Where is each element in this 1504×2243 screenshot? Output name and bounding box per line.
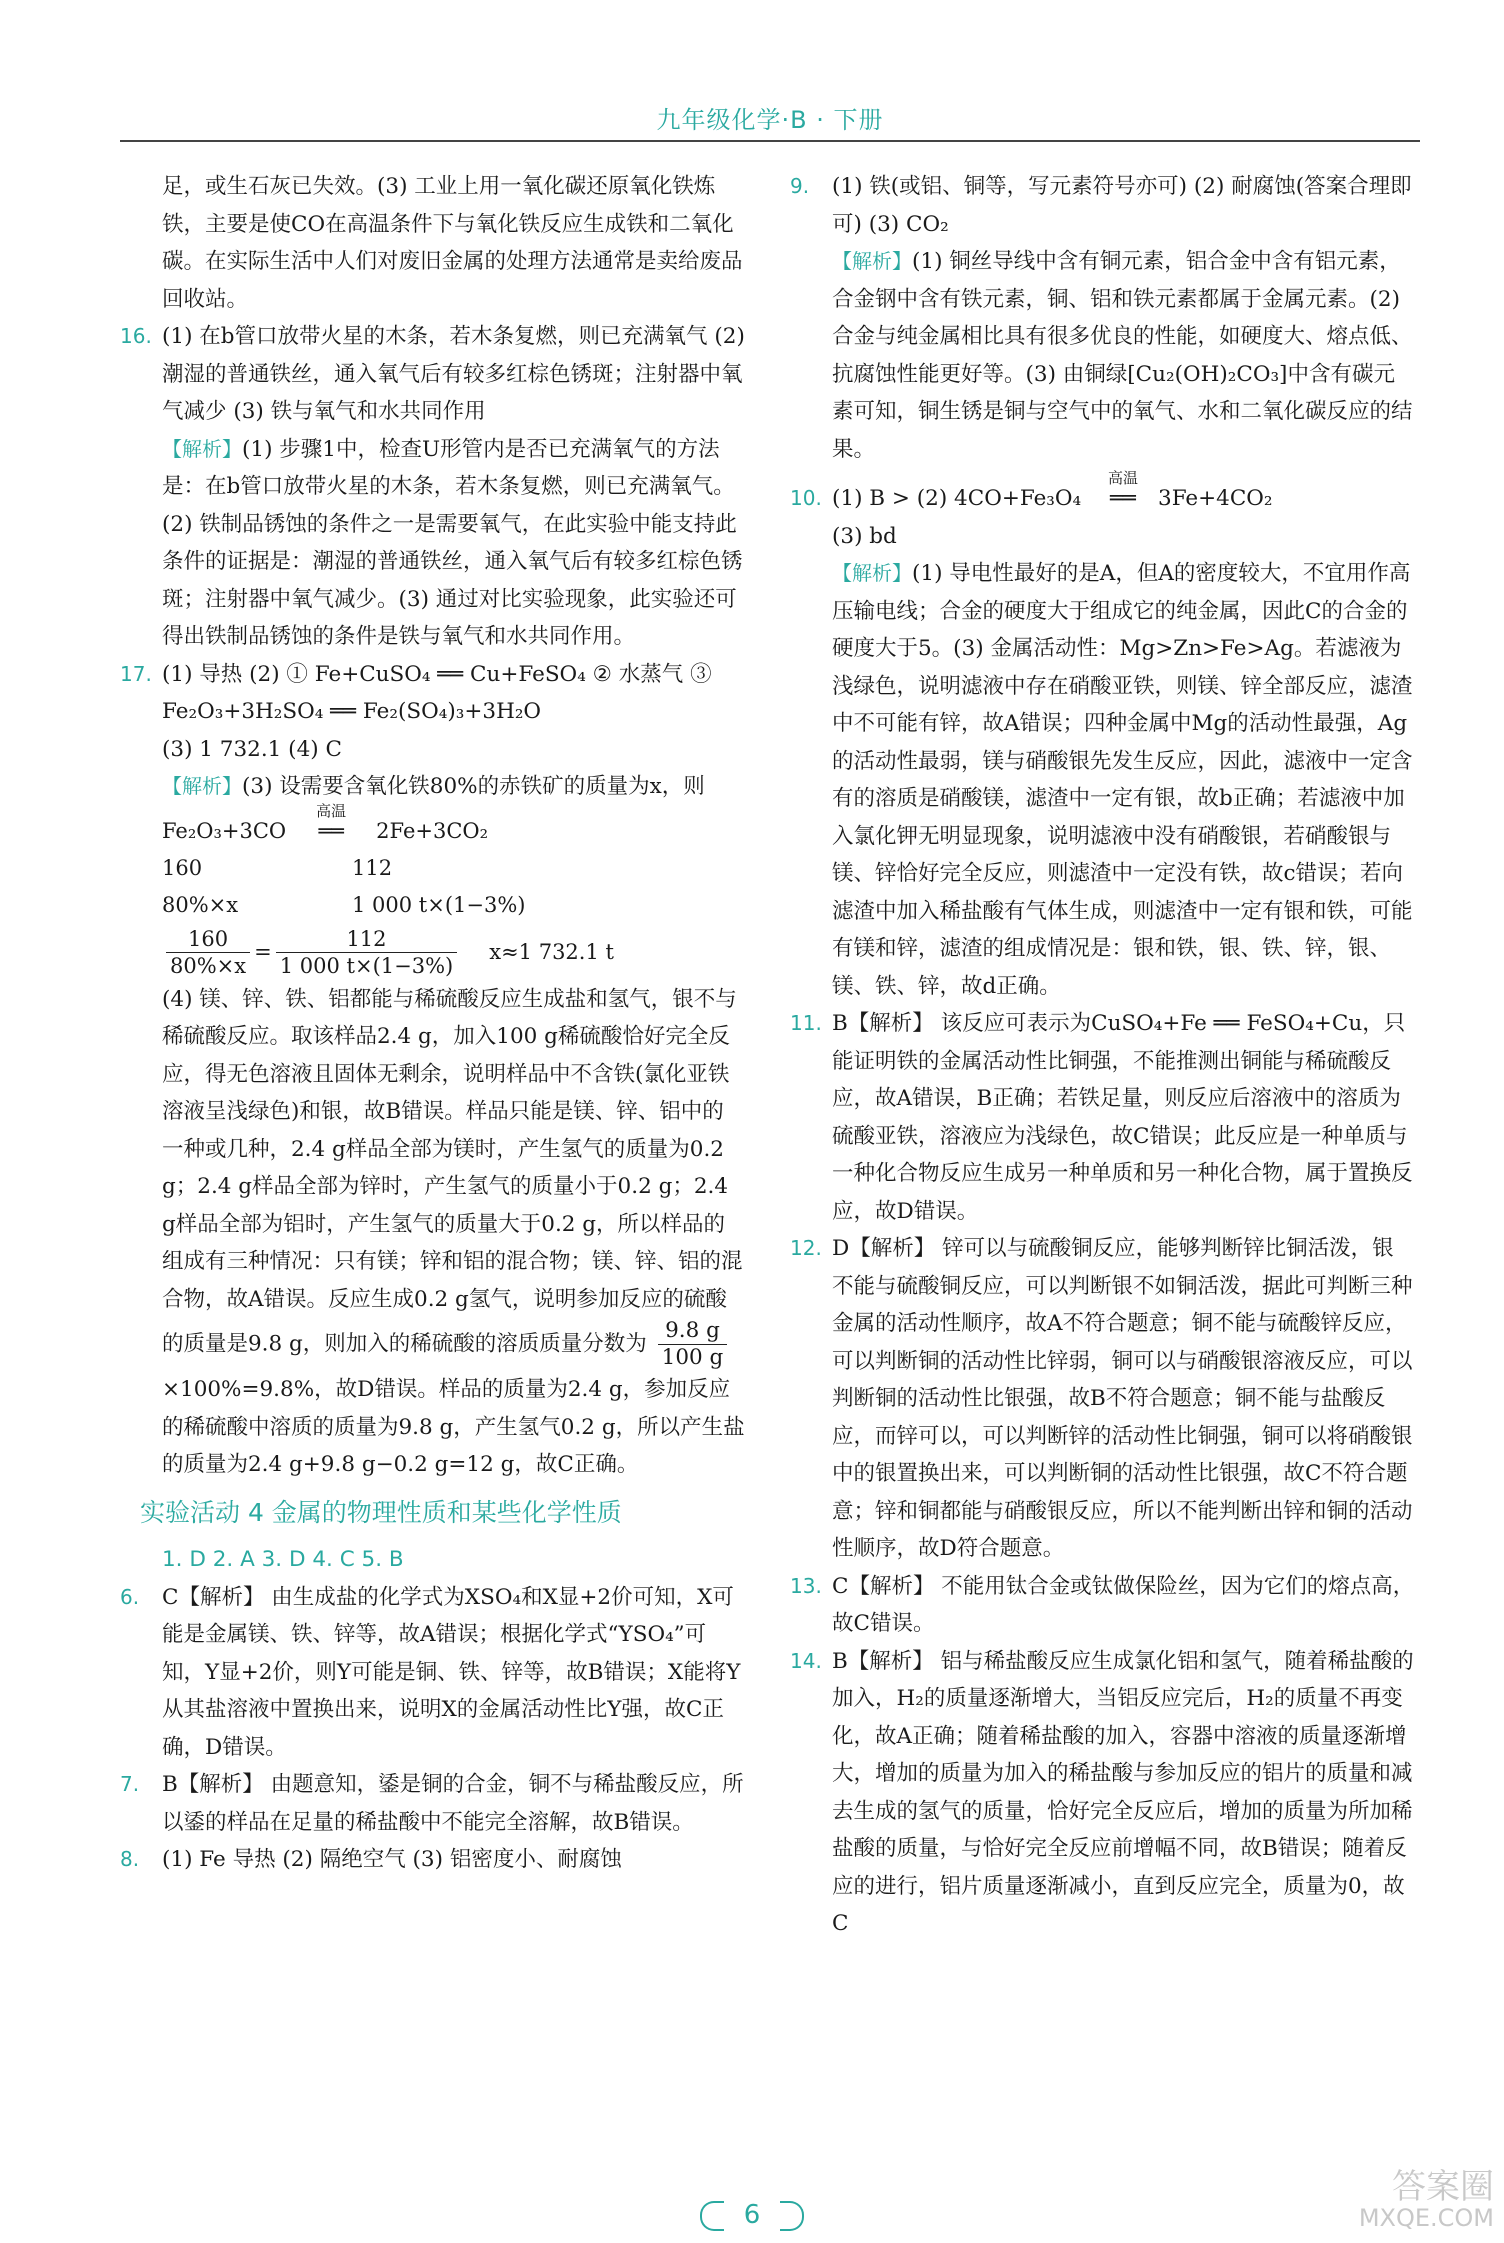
analysis-text: (4) 镁、锌、铁、铝都能与稀硫酸反应生成盐和氢气，银不与稀硫酸反应。取该样品2.4 g，加入100 g稀硫酸恰好完全反应，得无色溶液且固体无剩余，说明样品中不含铁(氯化亚铁溶液呈浅绿色)和银，故B错误。样品只能是镁、锌、铝中的一种或几种，2.4 g样品全部为镁时，产生氢气的质量为0.2 g；2.4 g样品全部为锌时，产生氢气的质量小于0.2 g；2.4 g样品全部为铝时，产生氢气的质量大于0.2 g，所以样品的组成有三种情况：只有镁；锌和铝的混合物；镁、锌、铝的混合物，故A错误。反应生成0.2 g氢气，说明参加反应的硫酸的质量是9.8 g，则加入的稀硫酸的溶质质量分数为 [162, 986, 743, 1357]
question-number: 16. [120, 324, 152, 348]
answer-text: B【解析】 该反应可表示为CuSO₄+Fe ══ FeSO₄+Cu，只能证明铁的金属活动性比铜强，不能推测出铜能与稀硫酸反应，故A错误，B正确；若铁足量，则反应后溶液中的溶质为硫酸亚铁，溶液应为浅绿色，故C错误；此反应是一种单质与一种化合物反应生成另一种单质和另一种化合物，属于置换反应，故D错误。 [832, 1011, 1413, 1224]
denominator: 1 000 t×(1−3%) [279, 954, 454, 978]
analysis-tag: 【解析】 [832, 249, 912, 273]
question-number: 8. [120, 1847, 140, 1871]
answer-text-2: (3) 1 732.1 (4) C [162, 736, 342, 762]
left-column [120, 168, 745, 1879]
question-13 [790, 1568, 1415, 1643]
analysis-17 [120, 768, 745, 806]
equation-reactants: Fe₂O₃+3CO [162, 819, 287, 844]
bracket-right-icon [780, 2201, 804, 2231]
analysis-text: (1) 导电性最好的是A，但A的密度较大，不宜用作高压输电线；合金的硬度大于组成它的纯金属，因此C的合金的硬度大于5。(3) 金属活动性：Mg>Zn>Fe>Ag。若滤液为浅绿色，说明滤液中存在硝酸亚铁，则镁、锌全部反应，滤渣中不可能有锌，故A错误；四种金属中Mg的活动性最强，Ag的活动性最弱，镁与硝酸银先发生反应，因此，滤液中一定含有的溶质是硝酸镁，滤渣中一定有银，故b正确；若滤液中加入氯化钾无明显现象，说明滤液中没有硝酸银，若硝酸银与镁、锌恰好完全反应，则滤渣中一定没有铁，故c错误；若向滤渣中加入稀盐酸有气体生成，则滤渣中一定有银和铁，可能有镁和锌，滤渣的组成情况是：银和铁，银、铁、锌，银、镁、铁、锌，故d正确。 [832, 561, 1413, 999]
ratio-value: 160 [162, 856, 203, 881]
analysis-16 [120, 431, 745, 656]
answer-text: (1) B > (2) 4CO+Fe₃O₄ [832, 486, 1082, 511]
page-header: 九年级化学·B · 下册 [656, 106, 884, 134]
ratio-value: 80%×x [162, 893, 239, 918]
numerator: 112 [276, 926, 458, 953]
bracket-left-icon [700, 2201, 724, 2231]
question-number: 10. [790, 486, 822, 510]
question-number: 17. [120, 661, 152, 686]
percentage-fraction [658, 1318, 728, 1371]
answer-text: B【解析】 铝与稀盐酸反应生成氯化铝和氢气，随着稀盐酸的加入，H₂的质量逐渐增大，当铝反应完后，H₂的质量不再变化，故A正确；随着稀盐酸的加入，容器中溶液的质量逐渐增大，增加的质量为加入的稀盐酸与参加反应的铝片的质量和减去生成的氢气的质量，恰好完全反应后，增加的质量为所加稀盐酸的质量，与恰好完全反应前增幅不同，故B错误；随着反应的进行，铝片质量逐渐减小，直到反应完全，质量为0，故C [832, 1648, 1414, 1936]
ratio-value: 1 000 t×(1−3%) [352, 893, 526, 918]
question-14 [790, 1643, 1415, 1943]
question-number: 7. [120, 1772, 140, 1796]
header-divider [120, 140, 1420, 142]
question-17 [120, 656, 745, 769]
question-7 [120, 1766, 745, 1841]
question-number: 13. [790, 1573, 822, 1598]
question-12 [790, 1230, 1415, 1568]
equation-line [162, 802, 745, 851]
question-8 [120, 1841, 745, 1879]
watermark-line2: MXQE.COM [1358, 2204, 1494, 2232]
question-6 [120, 1579, 745, 1767]
analysis-10 [790, 555, 1415, 1005]
questions-1-5 [120, 1541, 745, 1579]
analysis-text: (1) 铜丝导线中含有铜元素，铝合金中含有铝元素，合金钢中含有铁元素，铜、铝和铁元素都属于金属元素。(2) 合金与纯金属相比具有很多优良的性能，如硬度大、熔点低、抗腐蚀性能更好等。(3) 由铜绿[Cu₂(OH)₂CO₃]中含有碳元素可知，铜生锈是铜与空气中的氧气、水和二氧化碳反应的结果。 [832, 249, 1413, 462]
answer-text-b: 3Fe+4CO₂ [1158, 486, 1273, 511]
answer-text: B【解析】 由题意知，鋈是铜的合金，铜不与稀盐酸反应，所以鋈的样品在足量的稀盐酸中不能完全溶解，故B错误。 [162, 1772, 744, 1835]
page-number-text: 6 [743, 2200, 761, 2230]
analysis-tag: 【解析】 [162, 774, 242, 798]
condition-label: 高温 [316, 802, 347, 821]
denominator: 80%×x [170, 954, 247, 978]
question-11 [790, 1005, 1415, 1230]
condition-label: 高温 [1108, 469, 1139, 487]
analysis-text: (1) 步骤1中，检查U形管内是否已充满氧气的方法是：在b管口放带火星的木条，若木条复燃，则已充满氧气。(2) 铁制品锈蚀的条件之一是需要氧气，在此实验中能支持此条件的证据是：潮湿的普通铁丝，通入氧气后有较多红棕色锈斑；注射器中氧气减少。(3) 通过对比实验现象，此实验还可得出铁制品锈蚀的条件是铁与氧气和水共同作用。 [162, 436, 743, 649]
analysis-tag: 【解析】 [162, 436, 242, 461]
analysis-text-cont: ×100%=9.8%，故D错误。样品的质量为2.4 g，参加反应的稀硫酸中溶质的质量为9.8 g，产生氢气0.2 g，所以产生盐的质量为2.4 g+9.8 g−0.2 g=12 g，故C正确。 [162, 1377, 745, 1477]
question-number: 11. [790, 1011, 822, 1035]
equation-block [120, 802, 745, 981]
question-9 [790, 168, 1415, 243]
answer-text-2: (3) bd [832, 523, 897, 549]
watermark-logo [1314, 2167, 1494, 2236]
question-10 [790, 469, 1415, 555]
answer-text: D【解析】 锌可以与硫酸铜反应，能够判断锌比铜活泼，银不能与硫酸铜反应，可以判断银不如铜活泼，据此可判断三种金属的活动性顺序，故A不符合题意；铜不能与硫酸锌反应，可以判断铜的活动性比锌弱，铜可以与硝酸银溶液反应，可以判断铜的活动性比银强，故B不符合题意；铜不能与盐酸反应，而锌可以，可以判断锌的活动性比铜强，铜可以将硝酸银中的银置换出来，可以判断铜的活动性比银强，故C不符合题意；锌和铜都能与硝酸银反应，所以不能判断出锌和铜的活动性顺序，故D符合题意。 [832, 1236, 1413, 1561]
fraction [166, 926, 250, 979]
answer-text: C【解析】 不能用钛合金或钛做保险丝，因为它们的熔点高，故C错误。 [832, 1573, 1415, 1636]
q15-continuation: 足，或生石灰已失效。(3) 工业上用一氧化碳还原氧化铁炼铁，主要是使CO在高温条件下与氧化铁反应生成铁和二氧化碳。在实际生活中人们对废旧金属的处理方法通常是卖给废品回收站。 [162, 174, 743, 312]
answer-text: (1) Fe 导热 (2) 隔绝空气 (3) 铝密度小、耐腐蚀 [162, 1847, 622, 1872]
ratio-row [162, 851, 745, 888]
numerator: 160 [166, 926, 250, 953]
ratio-row [162, 888, 745, 925]
numerator: 9.8 g [658, 1318, 728, 1345]
proportion-row: $\frac{160}{80\%\times x}$ = $\frac{112}{1 000 t\times(1-3\%)}$ x≈1 732.1 t [162, 925, 745, 981]
right-column [790, 168, 1415, 1943]
equation-condition: 高温 ══ [1088, 480, 1158, 518]
equation-condition: 高温 ══ [286, 813, 376, 851]
answer-text: (1) 铁(或铝、铜等，写元素符号亦可) (2) 耐腐蚀(答案合理即可) (3) CO₂ [832, 174, 1412, 237]
question-number: 14. [790, 1648, 822, 1673]
analysis-text: (3) 设需要含氧化铁80%的赤铁矿的质量为x，则 [242, 774, 705, 799]
ratio-value: 112 [352, 856, 393, 881]
question-16 [120, 318, 745, 431]
page-number [690, 2195, 814, 2235]
question-number: 12. [790, 1236, 822, 1260]
analysis-9 [790, 243, 1415, 468]
fraction [276, 926, 458, 979]
equation-products: 2Fe+3CO₂ [376, 819, 489, 844]
denominator: 100 g [661, 1345, 724, 1370]
answer-text: C【解析】 由生成盐的化学式为XSO₄和X显+2价可知，X可能是金属镁、铁、锌等，故A错误；根据化学式“YSO₄”可知，Y显+2价，则Y可能是铜、铁、锌等，故B错误；X能将Y从其盐溶液中置换出来，说明X的金属活动性比Y强，故C正确，D错误。 [162, 1584, 741, 1760]
answer-text: (1) 在b管口放带火星的木条，若木条复燃，则已充满氧气 (2) 潮湿的普通铁丝，通入氧气后有较多红棕色锈斑；注射器中氧气减少 (3) 铁与氧气和水共同作用 [162, 324, 745, 424]
analysis-tag: 【解析】 [832, 561, 912, 585]
answers-1-5: 1. D 2. A 3. D 4. C 5. B [162, 1547, 404, 1572]
question-number: 9. [790, 174, 810, 198]
question-number: 6. [120, 1584, 140, 1609]
watermark-line1: 答案圈 [1392, 2167, 1494, 2207]
equation-result: x≈1 732.1 t [489, 939, 614, 964]
section-title: 实验活动 4 金属的物理性质和某些化学性质 [140, 1497, 622, 1527]
analysis-17-part4 [120, 981, 745, 1484]
answer-text: (1) 导热 (2) ① Fe+CuSO₄ ══ Cu+FeSO₄ ② 水蒸气 ③ Fe₂O₃+3H₂SO₄ ══ Fe₂(SO₄)₃+3H₂O [162, 661, 712, 724]
